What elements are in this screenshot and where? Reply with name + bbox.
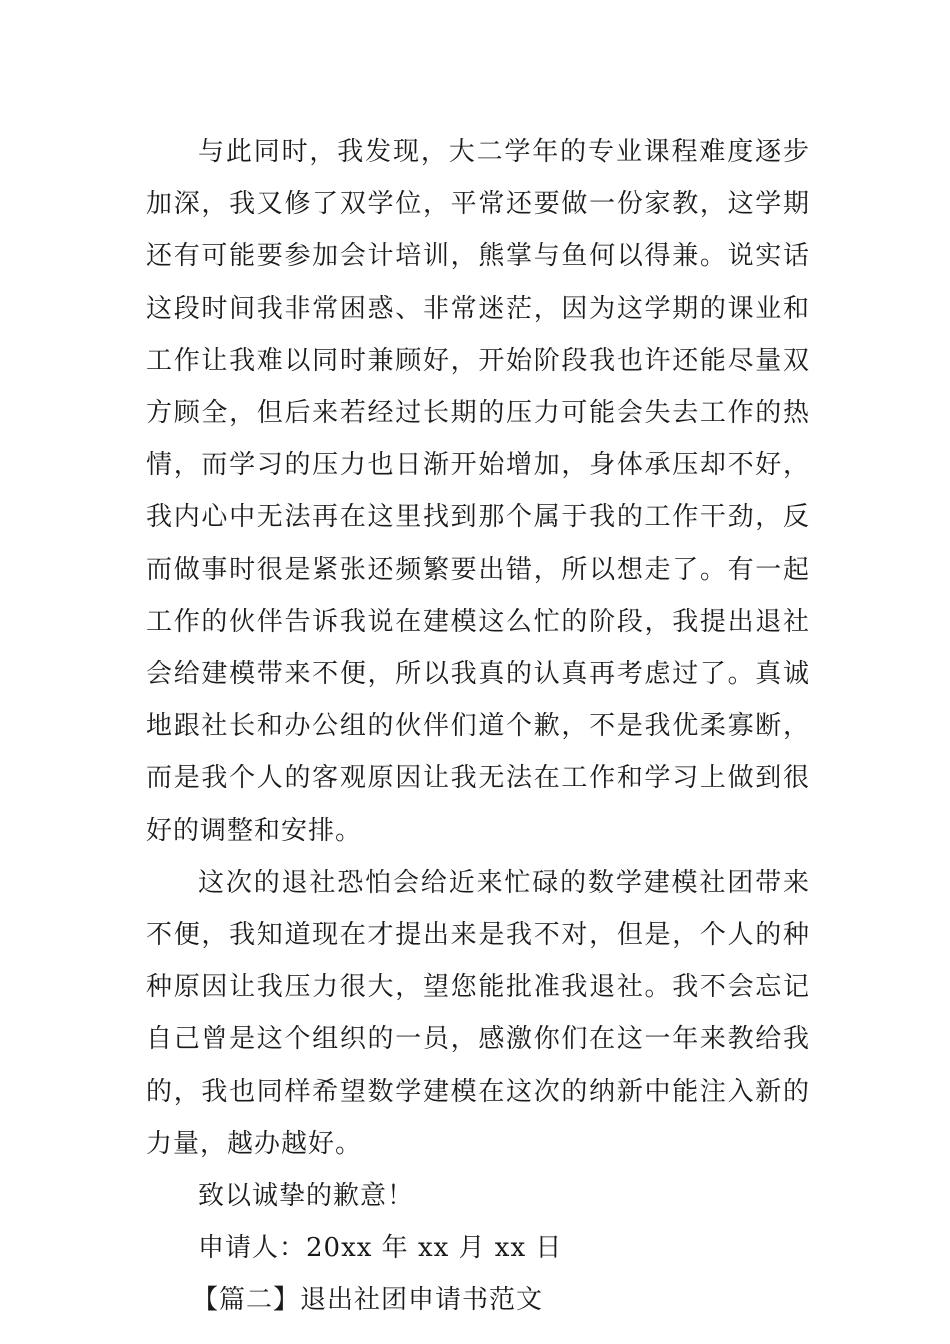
closing-line: 致以诚挚的歉意！ <box>198 1181 415 1212</box>
signature-line: 申请人：20xx 年 xx 月 xx 日 <box>198 1233 563 1264</box>
body-paragraph-1: 与此同时，我发现，大二学年的专业课程难度逐步加深，我又修了双学位，平常还要做一份家教，这学期还有可能要参加会计培训，熊掌与鱼何以得兼。说实话这段时间我非常困惑、非常迷茫，因为这学期的课业和工作让我难以同时兼顾好，开始阶段我也许还能尽量双方顾全，但后来若经过长期的压力可能会失去工作的热情，而学习的压力也日渐开始增加，身体承压却不好，我内心中无法再在这里找到那个属于我的工作干劲，反而做事时很是紧张还频繁要出错，所以想走了。有一起工作的伙伴告诉我说在建模这么忙的阶段，我提出退社会给建模带来不便，所以我真的认真再考虑过了。真诚地跟社长和办公组的伙伴们道个歉，不是我优柔寡断，而是我个人的客观原因让我无法在工作和学习上做到很好的调整和安排。 <box>146 137 810 846</box>
body-paragraph-2: 这次的退社恐怕会给近来忙碌的数学建模社团带来不便，我知道现在才提出来是我不对，但是，个人的种种原因让我压力很大，望您能批准我退社。我不会忘记自己曾是这个组织的一员，感激你们在这一年来教给我的，我也同样希望数学建模在这次的纳新中能注入新的力量，越办越好。 <box>146 867 810 1159</box>
document-body <box>146 126 810 1327</box>
next-section-heading: 【篇二】退出社团申请书范文 <box>192 1285 544 1316</box>
